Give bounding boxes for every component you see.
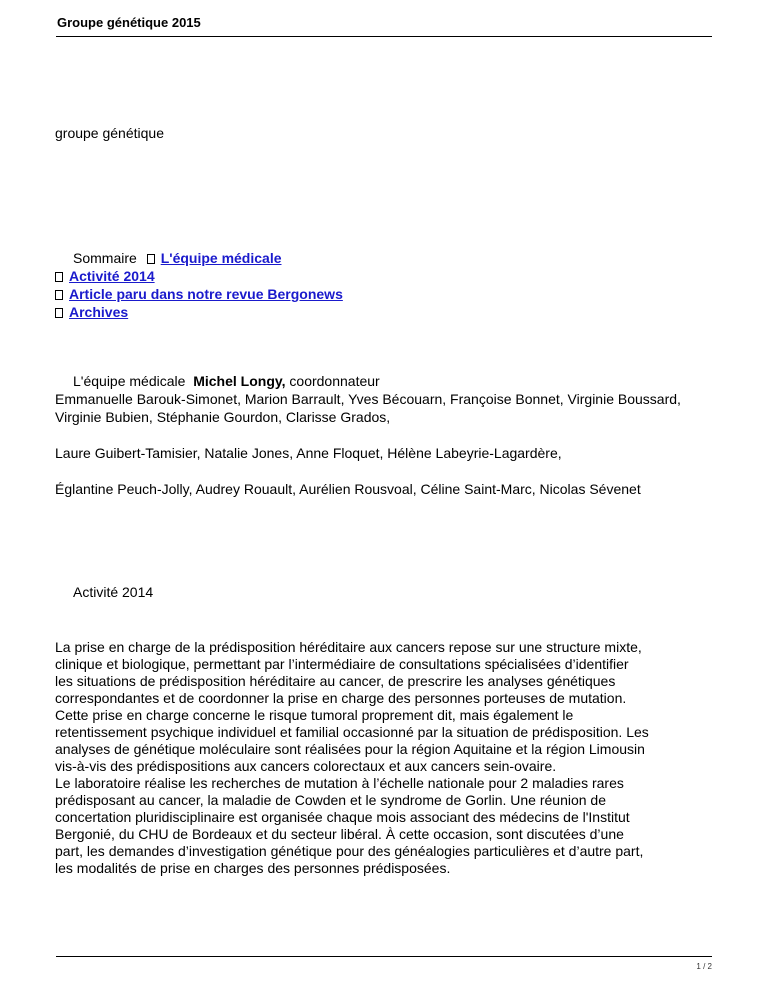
page-number: 1 / 2 <box>696 962 712 971</box>
toc-link-activite-2014[interactable]: Activité 2014 <box>69 268 155 284</box>
team-members-1: Emmanuelle Barouk-Simonet, Marion Barrault, Yves Bécouarn, Françoise Bonnet, Virginie Boussard, Virginie Bubien, Stéphanie Gourdon, Clarisse Grados, <box>55 391 681 425</box>
header-title: Groupe génétique 2015 <box>57 15 201 30</box>
team-members-2: Laure Guibert-Tamisier, Natalie Jones, Anne Floquet, Hélène Labeyrie-Lagardère, <box>55 445 562 461</box>
team-members-3: Églantine Peuch-Jolly, Audrey Rouault, Aurélien Rousvoal, Céline Saint-Marc, Nicolas Sévenet <box>55 481 641 497</box>
toc-link-article-bergonews[interactable]: Article paru dans notre revue Bergonews <box>69 286 343 302</box>
bullet-box-icon <box>55 272 63 282</box>
header-divider <box>56 36 712 37</box>
activity-heading: Activité 2014 <box>73 584 154 600</box>
toc-label: Sommaire <box>73 250 137 266</box>
bullet-box-icon <box>147 254 155 264</box>
footer-divider <box>56 956 712 957</box>
bullet-box-icon <box>55 308 63 318</box>
page-subtitle: groupe génétique <box>55 125 164 141</box>
team-heading: L'équipe médicale <box>73 373 186 389</box>
toc-row <box>55 249 705 267</box>
coordinator-role: coordonnateur <box>285 373 380 389</box>
team-section <box>55 372 710 498</box>
table-of-contents <box>55 249 705 321</box>
coordinator-name: Michel Longy, <box>193 373 286 389</box>
toc-row <box>55 303 705 321</box>
toc-link-equipe-medicale[interactable]: L'équipe médicale <box>160 250 282 266</box>
toc-row <box>55 285 705 303</box>
toc-row <box>55 267 705 285</box>
toc-link-archives[interactable]: Archives <box>69 304 129 320</box>
bullet-box-icon <box>55 290 63 300</box>
activity-body: La prise en charge de la prédisposition héréditaire aux cancers repose sur une structure mixte, clinique et biologique, permettant par l’intermédiaire de consultations spécialisées d’identifier les situations de prédisposition héréditaire au cancer, de prescrire les analyses génétiques correspondantes et de coordonner la prise en charge des personnes porteuses de mutation. Cette prise en charge concerne le risque tumoral proprement dit, mais également le retentissement psychique individuel et familial occasionné par la situation de prédisposition. Les analyses de génétique moléculaire sont réalisées pour la région Aquitaine et la région Limousin vis-à-vis des prédispositions aux cancers colorectaux et aux cancers sein-ovaire. Le laboratoire réalise les recherches de mutation à l’échelle nationale pour 2 maladies rares prédisposant au cancer, la maladie de Cowden et le syndrome de Gorlin. Une réunion de concertation pluridisciplinaire est organisée chaque mois associant des médecins de l'Institut Bergonié, du CHU de Bordeaux et du secteur libéral. À cette occasion, sont discutées d’une part, les demandes d’investigation génétique pour des généalogies particulières et d’autre part, les modalités de prise en charges des personnes prédisposées. <box>55 639 649 876</box>
